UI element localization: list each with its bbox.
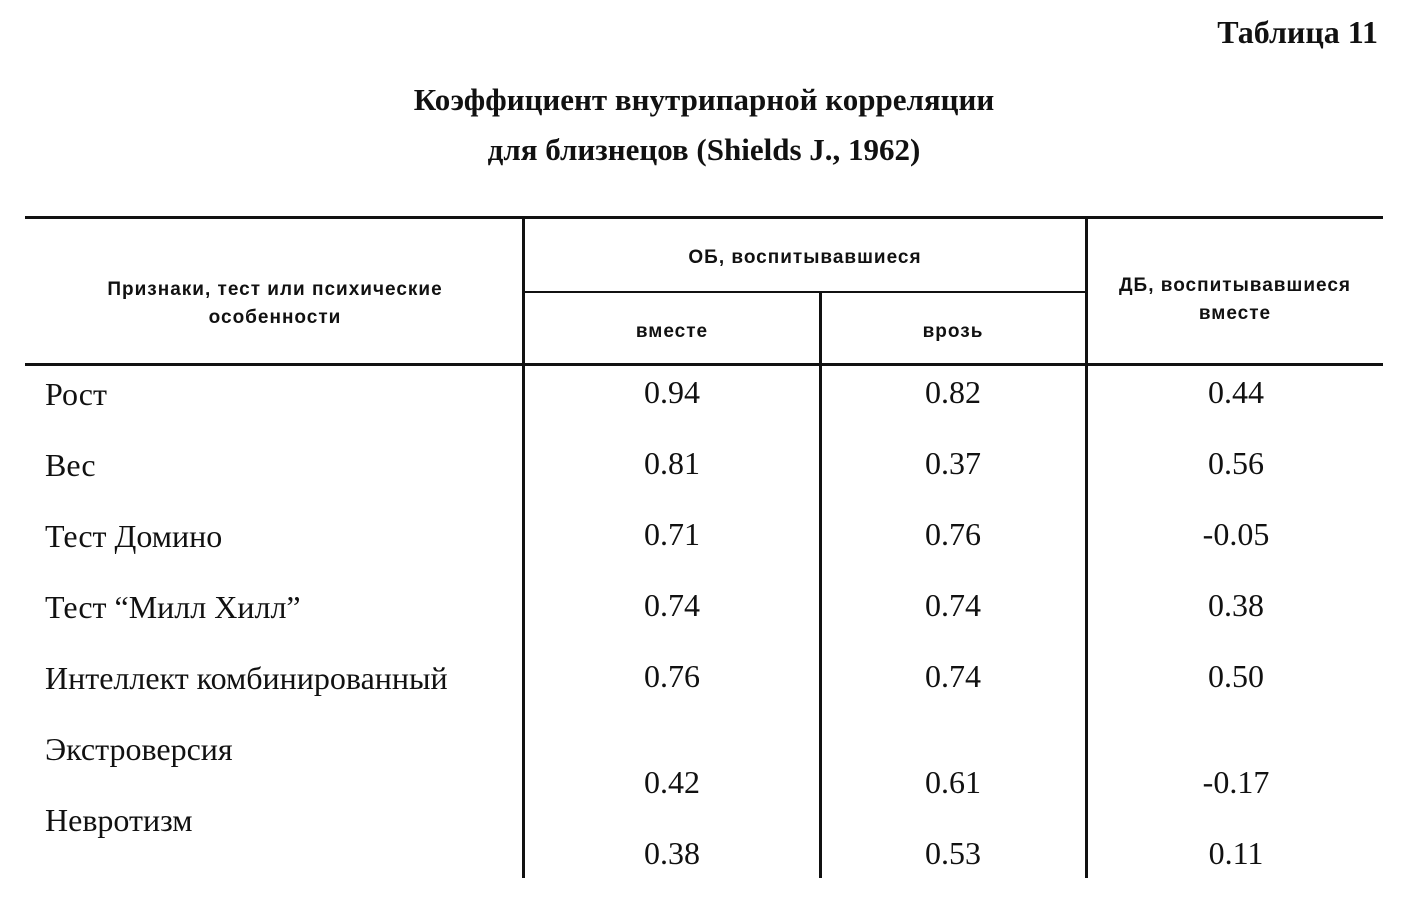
value-db-together: -0.17: [1202, 764, 1270, 800]
value-ob-together: 0.76: [644, 658, 700, 694]
row-label: Невротизм: [45, 802, 193, 838]
value-ob-apart: 0.37: [925, 445, 981, 481]
table-top-rule: [25, 216, 1383, 219]
value-db-together: 0.44: [1208, 374, 1264, 410]
table-number-label: Таблица 11: [1217, 14, 1378, 50]
ob-group-rule: [524, 291, 1087, 293]
row-label: Вес: [45, 447, 96, 483]
row-label: Рост: [45, 376, 107, 412]
value-ob-apart: 0.74: [925, 658, 981, 694]
value-ob-together: 0.71: [644, 516, 700, 552]
value-ob-apart: 0.76: [925, 516, 981, 552]
value-ob-together: 0.74: [644, 587, 700, 623]
row-label: Интеллект комбинированный: [45, 660, 448, 696]
value-db-together: -0.05: [1202, 516, 1270, 552]
value-ob-together: 0.38: [644, 835, 700, 871]
value-ob-together: 0.42: [644, 764, 700, 800]
value-db-together: 0.38: [1208, 587, 1264, 623]
value-ob-together: 0.94: [644, 374, 700, 410]
header-db-together: ДБ, воспитывавшиеся вместе: [1119, 275, 1351, 324]
column-divider-1: [522, 216, 525, 878]
value-ob-together: 0.81: [644, 445, 700, 481]
column-divider-3: [1085, 216, 1088, 878]
value-db-together: 0.11: [1208, 835, 1264, 871]
row-label: Тест “Милл Хилл”: [45, 589, 301, 625]
header-ob-apart: врозь: [922, 321, 984, 342]
table-title-line-1: Коэффициент внутрипарной корреляции: [413, 82, 995, 117]
column-divider-2: [819, 292, 822, 878]
header-traits: Признаки, тест или психические особенности: [107, 279, 443, 328]
value-ob-apart: 0.61: [925, 764, 981, 800]
header-ob-group: ОБ, воспитывавшиеся: [688, 247, 922, 268]
value-ob-apart: 0.53: [925, 835, 981, 871]
value-ob-apart: 0.74: [925, 587, 981, 623]
row-label: Экстроверсия: [45, 731, 233, 767]
value-db-together: 0.56: [1208, 445, 1264, 481]
value-ob-apart: 0.82: [925, 374, 981, 410]
row-label: Тест Домино: [45, 518, 223, 554]
header-ob-together: вместе: [635, 321, 709, 342]
value-db-together: 0.50: [1208, 658, 1264, 694]
header-bottom-rule: [25, 363, 1383, 366]
table-title-line-2: для близнецов (Shields J., 1962): [487, 132, 921, 167]
